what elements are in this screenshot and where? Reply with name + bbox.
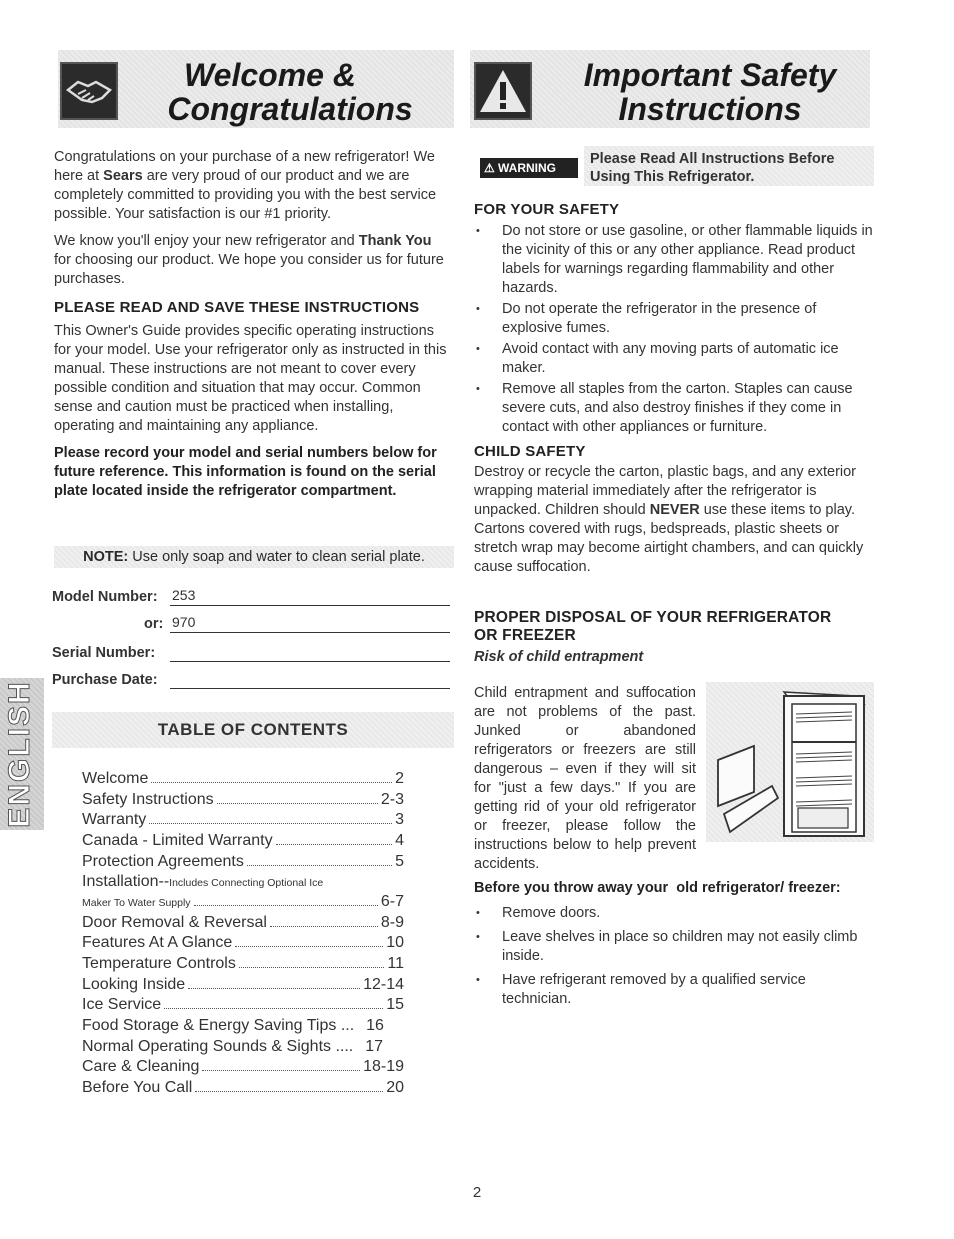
toc-install-note-1: Includes Connecting Optional Ice: [169, 876, 324, 889]
thank-you-text: Thank You: [358, 233, 432, 249]
toc-entry[interactable]: [82, 954, 404, 975]
toc-entry[interactable]: [82, 1078, 404, 1099]
disposal-bullets: [474, 904, 878, 1009]
intro-p1-text-a: Congratulations on your purchase of a new refrigerator! We here at: [54, 149, 435, 184]
bullet-item: • Remove doors.: [474, 904, 878, 923]
toc-install-page: 6-7: [380, 892, 404, 910]
toc-entry-installation[interactable]: [82, 873, 404, 892]
toc-entry-page: 4: [395, 832, 404, 850]
toc-title: TABLE OF CONTENTS: [157, 720, 349, 739]
toc-entry-page: 2-3: [380, 790, 404, 808]
bullet-item: • Do not store or use gasoline, or other flammable liquids in the vicinity of this or any other appliance. Read product labels for warnings regarding flammability and other hazards.: [474, 222, 878, 298]
toc-list: [82, 769, 404, 1099]
toc-entry[interactable]: [82, 1016, 404, 1037]
toc-entry-page: 16: [366, 1017, 384, 1035]
disposal-subheading: Risk of child entrapment: [474, 649, 644, 665]
toc-install-note-2: Maker To Water Supply: [82, 896, 191, 909]
warning-badge: [480, 158, 578, 178]
purchase-date-field[interactable]: [170, 672, 450, 689]
toc-entry-page: 11: [387, 954, 404, 972]
welcome-title-line1: Welcome &: [184, 57, 356, 93]
warning-row: [474, 146, 874, 186]
note-text: Use only soap and water to clean serial plate.: [128, 549, 425, 565]
toc-entry-page: 12-14: [363, 975, 404, 993]
record-note: Please record your model and serial numbers below for future reference. This information is found on the serial plate located inside the refrigerator compartment.: [54, 445, 437, 499]
disposal-heading-line1: PROPER DISPOSAL OF YOUR REFRIGERATOR: [474, 609, 832, 626]
alt-model-number-field[interactable]: [170, 616, 450, 633]
intro-paragraph-2: [54, 232, 452, 289]
toc-entry-title: Welcome: [82, 770, 149, 787]
toc-entry[interactable]: [82, 831, 404, 852]
child-safety-text-b: use these items to play. Cartons covered with rugs, bedspreads, plastic sheets or stretch wrap may become airtight chambers, and can quickly cause suffocation.: [474, 502, 864, 575]
warning-badge-icon: ⚠: [484, 161, 495, 175]
alt-model-number-row: [52, 616, 452, 638]
toc-entry[interactable]: [82, 810, 404, 831]
safety-bullets: [474, 222, 878, 437]
intro-p1-text-b: are very proud of our product and we are completely committed to providing you with the best service possible. Your satisfaction is our #1 priority.: [54, 168, 437, 222]
purchase-date-row: [52, 672, 452, 694]
safety-title-line1: Important Safety: [583, 57, 837, 93]
bullet-item: • Have refrigerant removed by a qualified service technician.: [474, 971, 878, 1009]
child-safety-body: [474, 463, 878, 577]
safety-section: [474, 201, 878, 577]
toc-entry-installation-cont[interactable]: [82, 892, 404, 913]
toc-entry-title: Door Removal & Reversal: [82, 913, 267, 931]
disposal-heading-line2: OR FREEZER: [474, 627, 576, 644]
model-number-value: 253: [172, 587, 196, 603]
note-label: NOTE:: [83, 549, 129, 565]
warning-line-2: Using This Refrigerator.: [590, 169, 755, 185]
toc-entry-title: Temperature Controls: [82, 954, 236, 972]
model-number-row: [52, 589, 452, 611]
bullet-item: • Leave shelves in place so children may not easily climb inside.: [474, 928, 878, 966]
toc-entry-page: 17: [365, 1037, 384, 1055]
intro-paragraph-1: [54, 148, 452, 224]
intro-section: [54, 148, 452, 501]
toc-entry[interactable]: [82, 913, 404, 934]
toc-entry-title: Warranty: [82, 811, 147, 829]
toc-entry[interactable]: [82, 769, 404, 790]
toc-entry-page: 15: [386, 996, 404, 1014]
toc-install-title: Installation--: [82, 872, 170, 890]
toc-entry-page: 10: [386, 934, 404, 952]
language-tab-label: ENGLISH: [3, 680, 36, 828]
purchase-date-label: Purchase Date:: [52, 672, 158, 688]
disposal-section: [474, 609, 878, 665]
toc-entry-title: Safety Instructions: [82, 790, 214, 808]
toc-entry-title: Before You Call: [82, 1079, 193, 1097]
for-your-safety-heading: FOR YOUR SAFETY: [474, 201, 620, 218]
toc-entry-page: 20: [386, 1079, 404, 1097]
toc-entry[interactable]: [82, 1057, 404, 1078]
warning-line-1: Please Read All Instructions Before: [590, 151, 835, 167]
child-safety-text-a: Destroy or recycle the carton, plastic bags, and any exterior wrapping material immediately after the refrigerator is unpacked. Children should: [474, 464, 857, 518]
bullet-item: • Avoid contact with any moving parts of automatic ice maker.: [474, 340, 878, 378]
child-safety-heading: CHILD SAFETY: [474, 443, 586, 460]
toc-entry-page: 3: [395, 811, 404, 829]
serial-number-label: Serial Number:: [52, 645, 156, 661]
serial-number-row: [52, 645, 452, 667]
toc-entry-title: Features At A Glance: [82, 934, 233, 952]
refrigerator-illustration: [706, 682, 874, 842]
intro-p2-text-a: We know you'll enjoy your new refrigerator and: [54, 233, 359, 249]
safety-title: [560, 58, 860, 126]
disposal-heading: [474, 609, 878, 645]
toc-entry-title: Normal Operating Sounds & Sights ....: [82, 1037, 354, 1055]
please-read-body: This Owner's Guide provides specific operating instructions for your model. Use your refrigerator only as instructed in this manual. These instructions are not meant to cover every possible condition and situation that may occur. Common sense and caution must be practiced when installing, operating and maintaining any appliance.: [54, 323, 447, 434]
welcome-title-line2: Congratulations: [167, 91, 413, 127]
toc-entry-title: Ice Service: [82, 996, 162, 1014]
toc-entry-page: 2: [395, 770, 404, 787]
serial-number-field[interactable]: [170, 645, 450, 662]
alt-model-label: or:: [144, 616, 164, 632]
toc-entry[interactable]: [82, 1037, 404, 1058]
toc-entry-title: Looking Inside: [82, 975, 186, 993]
page-number: 2: [472, 1184, 482, 1201]
toc-entry[interactable]: [82, 975, 404, 996]
intro-p2-text-b: for choosing our product. We hope you consider us for future purchases.: [54, 252, 444, 287]
toc-entry-title: Protection Agreements: [82, 852, 244, 870]
toc-entry-title: Care & Cleaning: [82, 1058, 200, 1076]
never-text: NEVER: [649, 502, 700, 518]
toc-entry[interactable]: [82, 852, 404, 873]
toc-entry-page: 5: [395, 852, 404, 870]
disposal-body: Child entrapment and suffocation are not problems of the past. Junked or abandoned refrigerators or freezers are still dangerous – even if they will sit for "just a few days." If you are getting rid of your old refrigerator or freezer, please follow the instructions below to help prevent accidents.: [474, 685, 696, 872]
toc-entry[interactable]: [82, 790, 404, 811]
before-throw-away-heading: Before you throw away your old refrigerator/ freezer:: [474, 880, 841, 896]
toc-entry-title: Canada - Limited Warranty: [82, 832, 273, 850]
bullet-item: • Remove all staples from the carton. Staples can cause severe cuts, and also destroy finishes if they come in contact with other appliances or furniture.: [474, 380, 878, 437]
warning-badge-label: WARNING: [498, 161, 556, 175]
model-number-label: Model Number:: [52, 589, 158, 605]
welcome-title: [150, 58, 430, 126]
toc-entry-page: 8-9: [380, 913, 404, 931]
warning-triangle-icon: [474, 62, 532, 120]
before-throw-away-section: [474, 880, 878, 1014]
serial-plate-note: [54, 546, 454, 568]
language-side-tab: [0, 678, 44, 830]
model-number-field[interactable]: [170, 589, 450, 606]
please-read-heading: PLEASE READ AND SAVE THESE INSTRUCTIONS: [54, 299, 420, 316]
warning-text: [590, 150, 834, 186]
alt-model-number-value: 970: [172, 614, 196, 630]
toc-entry[interactable]: [82, 995, 404, 1016]
toc-entry[interactable]: [82, 933, 404, 954]
safety-title-line2: Instructions: [618, 91, 802, 127]
toc-entry-title: Food Storage & Energy Saving Tips ...: [82, 1017, 355, 1035]
bullet-item: • Do not operate the refrigerator in the presence of explosive fumes.: [474, 300, 878, 338]
brand-name: Sears: [103, 168, 143, 184]
toc-entry-page: 18-19: [363, 1058, 404, 1076]
